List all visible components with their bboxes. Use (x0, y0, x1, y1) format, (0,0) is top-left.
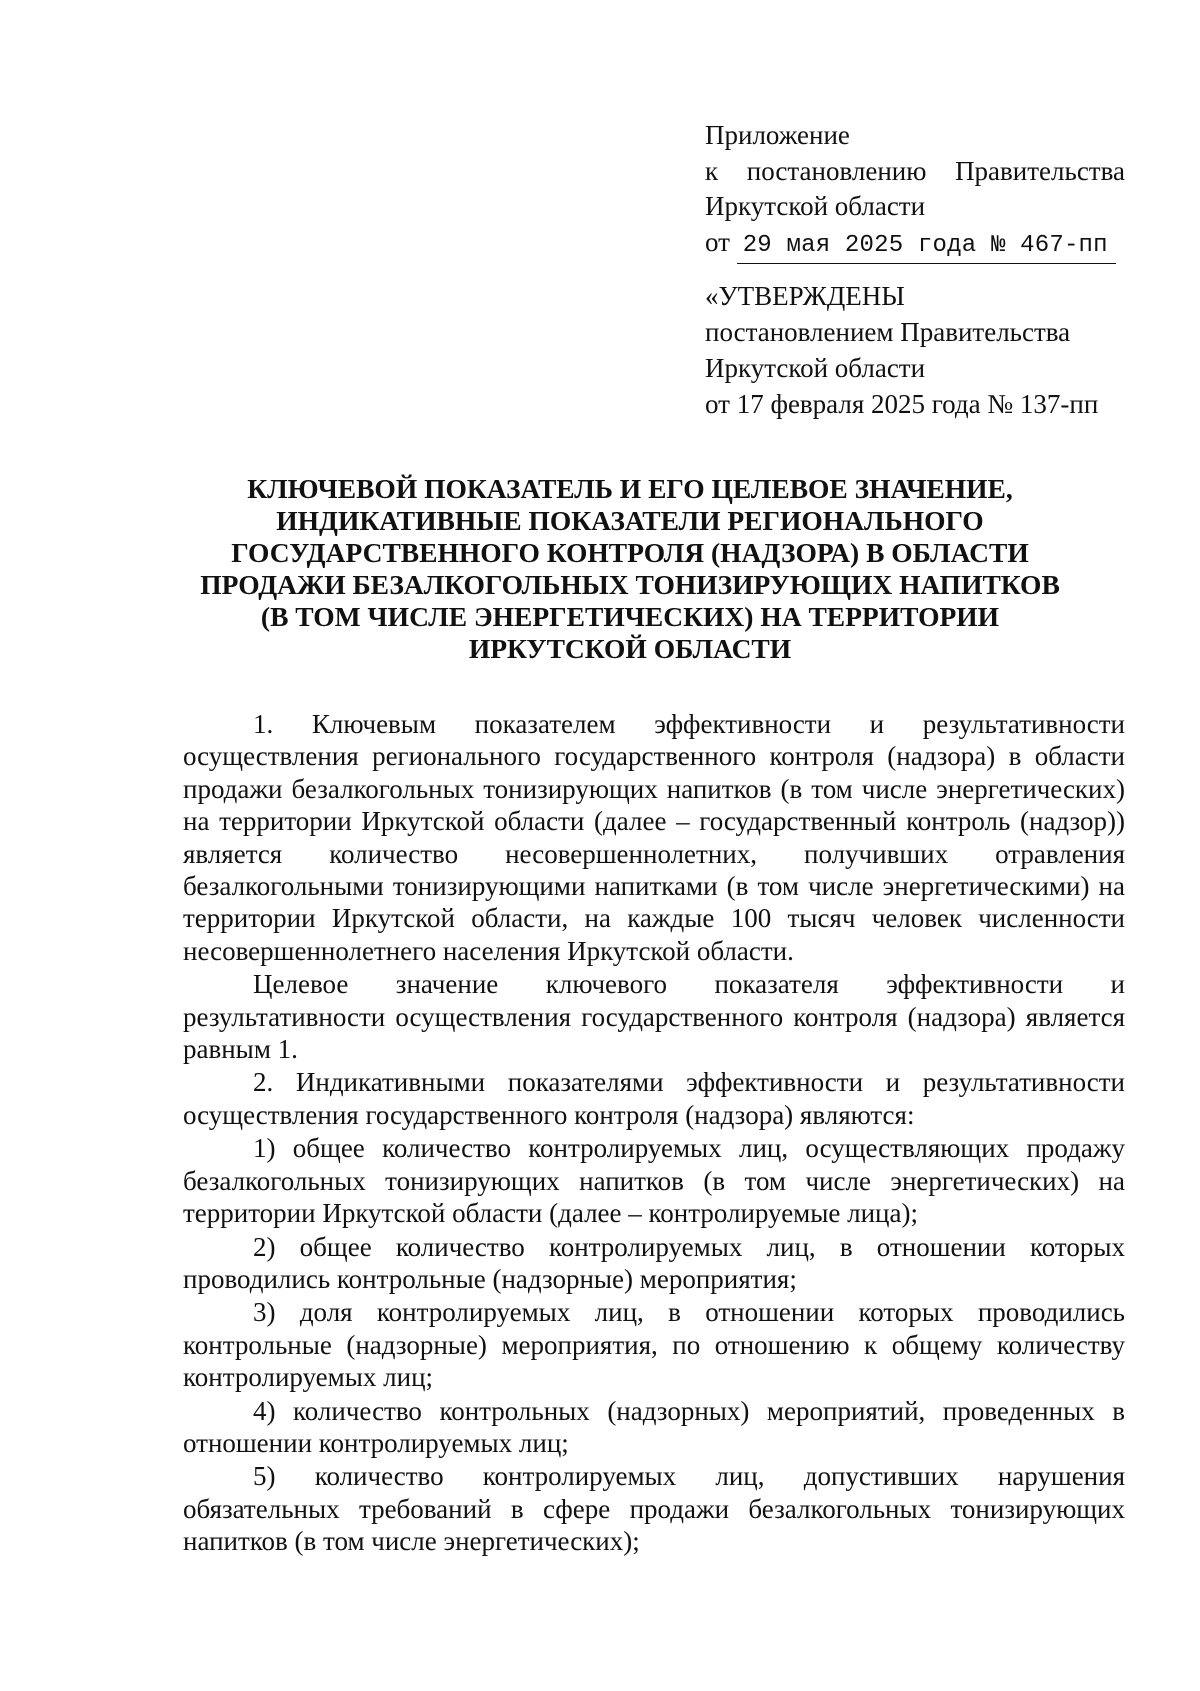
document-body (183, 708, 1125, 1558)
approved-by: постановлением Правительства (705, 317, 1071, 347)
title-line-1: КЛЮЧЕВОЙ ПОКАЗАТЕЛЬ И ЕГО ЦЕЛЕВОЕ ЗНАЧЕНИЕ, (247, 473, 1013, 504)
list-item-1: 1) общее количество контролируемых лиц, осуществляющих продажу безалкогольных тонизирующих напитков (в том числе энергетических) на территории Иркутской области (далее – контролируемые лица); (183, 1133, 1125, 1229)
title-line-2: ИНДИКАТИВНЫЕ ПОКАЗАТЕЛИ РЕГИОНАЛЬНОГО (276, 505, 984, 536)
appendix-date-stamp: 29 мая 2025 года № 467-пп (737, 228, 1116, 265)
title-line-4: ПРОДАЖИ БЕЗАЛКОГОЛЬНЫХ ТОНИЗИРУЮЩИХ НАПИТКОВ (200, 569, 1060, 600)
paragraph-1: 1. Ключевым показателем эффективности и результативности осуществления регионального государственного контроля (надзора) в области продажи безалкогольных тонизирующих напитков (в том числе энергетических) на территории Иркутской области (далее – государственный контроль (надзор)) является количество несовершеннолетних, получивших отравления безалкогольными тонизирующими напитками (в том числе энергетическими) на территории Иркутской области, на каждые 100 тысяч человек численности несовершеннолетнего населения Иркутской области. (183, 709, 1125, 966)
appendix-title: Приложение (705, 120, 850, 150)
appendix-ref-word-2: постановлению (746, 155, 927, 186)
approved-region: Иркутской области (705, 353, 926, 383)
appendix-date-prefix: от (705, 226, 730, 257)
list-item-2: 2) общее количество контролируемых лиц, в отношении которых проводились контрольные (надзорные) мероприятия; (183, 1231, 1125, 1294)
appendix-ref-word-3: Правительства (955, 155, 1125, 186)
approved-block (705, 278, 1145, 422)
appendix-region: Иркутской области (705, 191, 926, 221)
paragraph-2: 2. Индикативными показателями эффективности и результативности осуществления государственного контроля (надзора) являются: (183, 1067, 1125, 1130)
approved-date: от 17 февраля 2025 года № 137-пп (705, 389, 1099, 419)
document-title (180, 473, 1080, 665)
paragraph-target-value: Целевое значение ключевого показателя эффективности и результативности осуществления государственного контроля (надзора) является равным 1. (183, 969, 1125, 1065)
list-item-4: 4) количество контрольных (надзорных) мероприятий, проведенных в отношении контролируемых лиц; (183, 1395, 1125, 1458)
appendix-date-line (705, 225, 1145, 265)
list-item-3: 3) доля контролируемых лиц, в отношении которых проводились контрольные (надзорные) мероприятия, по отношению к общему количеству контролируемых лиц; (183, 1297, 1125, 1393)
appendix-ref-word-1: к (705, 155, 719, 186)
title-line-6: ИРКУТСКОЙ ОБЛАСТИ (468, 633, 792, 664)
list-item-5: 5) количество контролируемых лиц, допустивших нарушения обязательных требований в сфере продажи безалкогольных тонизирующих напитков (в том числе энергетических); (183, 1461, 1125, 1557)
appendix-block (705, 118, 1145, 264)
title-line-3: ГОСУДАРСТВЕННОГО КОНТРОЛЯ (НАДЗОРА) В ОБЛАСТИ (231, 537, 1029, 568)
title-line-5: (В ТОМ ЧИСЛЕ ЭНЕРГЕТИЧЕСКИХ) НА ТЕРРИТОРИИ (260, 601, 1000, 632)
approved-heading: «УТВЕРЖДЕНЫ (705, 281, 905, 311)
appendix-reference-line (705, 154, 1125, 190)
